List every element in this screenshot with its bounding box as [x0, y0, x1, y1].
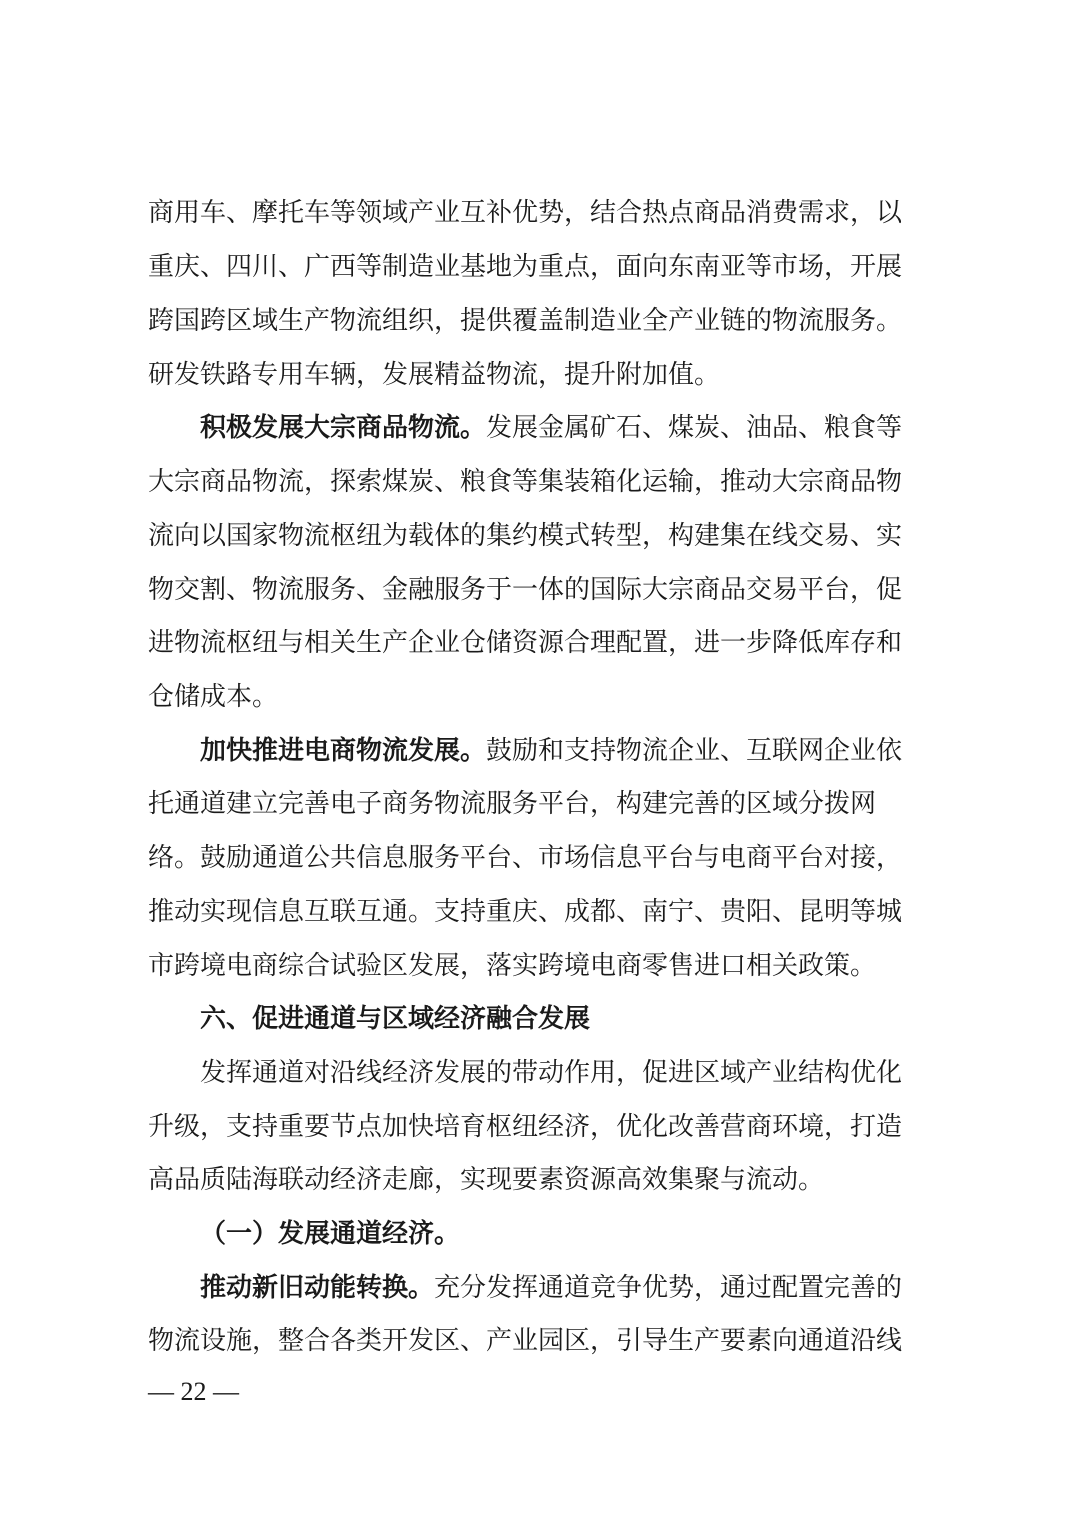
paragraph-heading: 加快推进电商物流发展。	[200, 736, 487, 766]
text-line: 络。鼓励通道公共信息服务平台、市场信息平台与电商平台对接，	[148, 843, 903, 873]
page-number: — 22 —	[148, 1377, 239, 1406]
text-line: 研发铁路专用车辆，发展精益物流，提升附加值。	[148, 360, 721, 390]
paragraph-heading: 积极发展大宗商品物流。	[200, 413, 487, 443]
text-line: 推动实现信息互联互通。支持重庆、成都、南宁、贵阳、昆明等城	[148, 897, 903, 927]
text-line: 发挥通道对沿线经济发展的带动作用，促进区域产业结构优化	[200, 1058, 903, 1088]
paragraph-heading: 推动新旧动能转换。	[200, 1273, 435, 1303]
text-line: 托通道建立完善电子商务物流服务平台，构建完善的区域分拨网	[148, 789, 877, 819]
subsection-heading: （一）发展通道经济。	[200, 1219, 461, 1249]
text-line: 物流设施，整合各类开发区、产业园区，引导生产要素向通道沿线	[148, 1326, 903, 1356]
text-line: 跨国跨区域生产物流组织，提供覆盖制造业全产业链的物流服务。	[148, 306, 903, 336]
text-line: 大宗商品物流，探索煤炭、粮食等集装箱化运输，推动大宗商品物	[148, 467, 903, 497]
text-line: 仓储成本。	[148, 682, 279, 712]
text-line: 市跨境电商综合试验区发展，落实跨境电商零售进口相关政策。	[148, 951, 877, 981]
text-line: 商用车、摩托车等领域产业互补优势，结合热点商品消费需求，以	[148, 198, 903, 228]
paragraph-bulk-commodity: 积极发展大宗商品物流。发展金属矿石、煤炭、油品、粮食等	[200, 413, 903, 443]
text-line: 重庆、四川、广西等制造业基地为重点，面向东南亚等市场，开展	[148, 252, 903, 282]
paragraph-ecommerce: 加快推进电商物流发展。鼓励和支持物流企业、互联网企业依	[200, 736, 903, 766]
section-heading: 六、促进通道与区域经济融合发展	[200, 1004, 591, 1034]
text-line: 流向以国家物流枢纽为载体的集约模式转型，构建集在线交易、实	[148, 521, 903, 551]
text-line: 物交割、物流服务、金融服务于一体的国际大宗商品交易平台，促	[148, 575, 903, 605]
text-line: 升级，支持重要节点加快培育枢纽经济，优化改善营商环境，打造	[148, 1112, 903, 1142]
text-line: 进物流枢纽与相关生产企业仓储资源合理配置，进一步降低库存和	[148, 628, 903, 658]
text-line: 高品质陆海联动经济走廊，实现要素资源高效集聚与流动。	[148, 1165, 825, 1195]
paragraph-kinetic-energy: 推动新旧动能转换。充分发挥通道竞争优势，通过配置完善的	[200, 1273, 903, 1303]
